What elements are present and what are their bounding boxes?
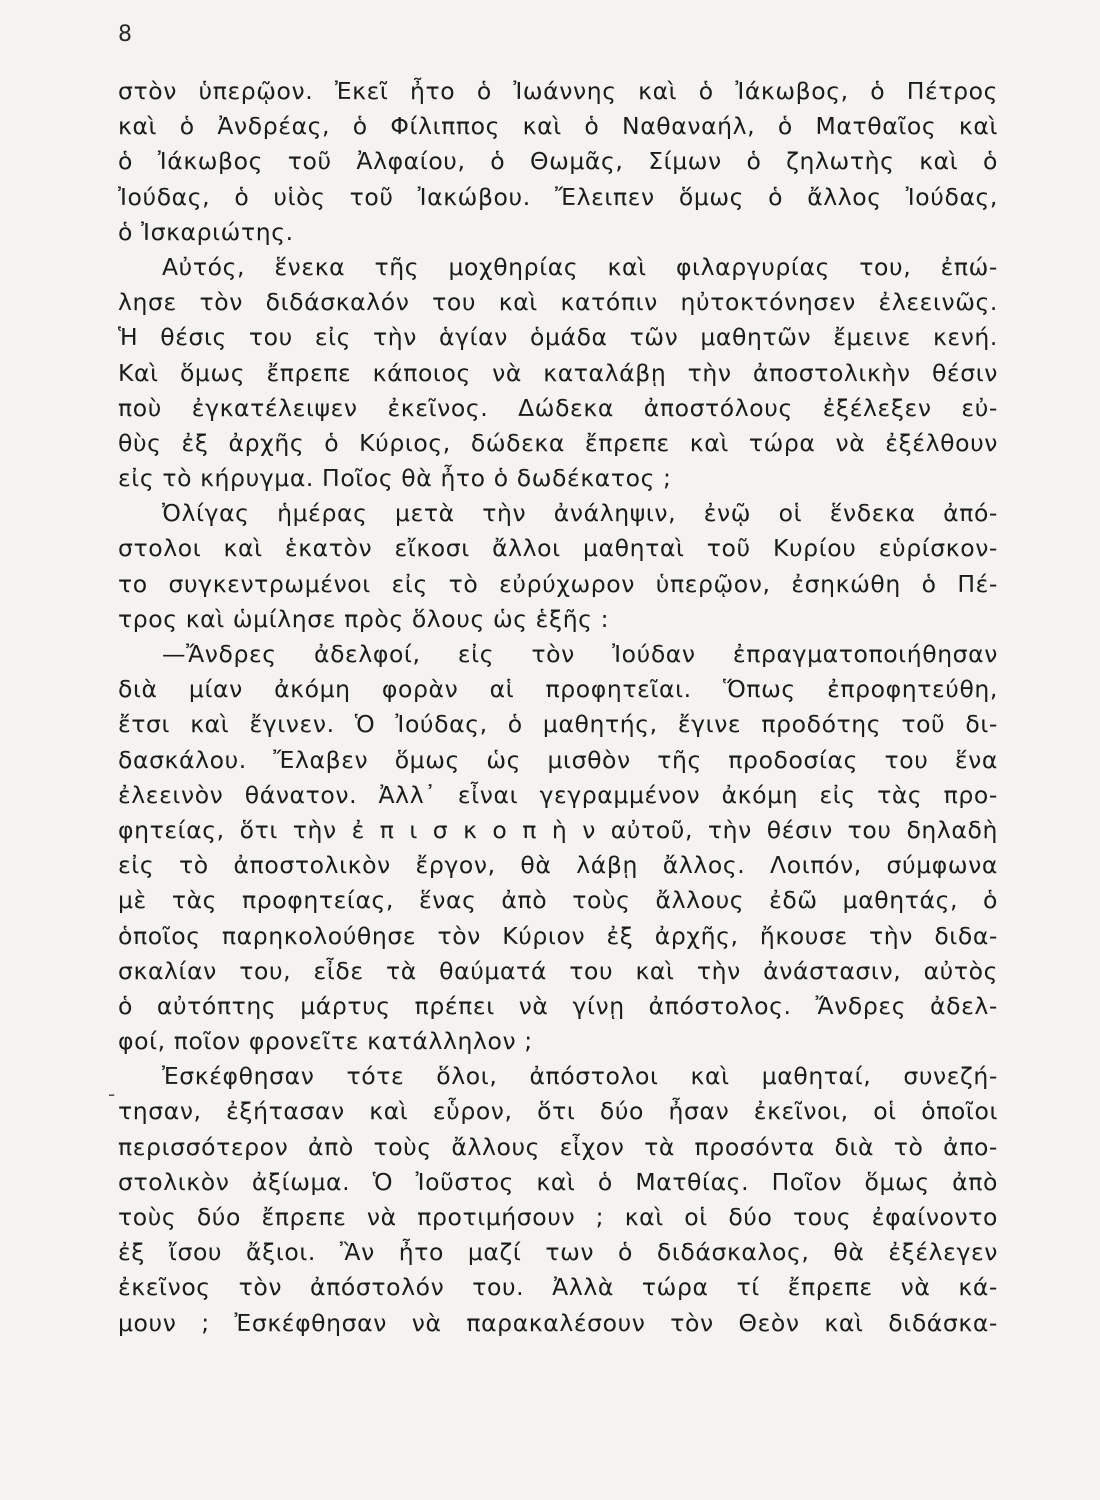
text-line: ὁ αὐτόπτης μάρτυς πρέπει νὰ γίνῃ ἀπόστολος. Ἄνδρες ἀδελ- (118, 991, 998, 1020)
margin-mark: - (108, 1082, 116, 1106)
text-line: τησαν, ἐξήτασαν καὶ εὗρον, ὅτι δύο ἦσαν ἐκεῖνοι, οἱ ὁποῖοι (118, 1097, 998, 1126)
text-line: Ἡ θέσις του εἰς τὴν ἁγίαν ὁμάδα τῶν μαθητῶν ἔμεινε κενή. (118, 323, 998, 352)
text-line: σκαλίαν του, εἶδε τὰ θαύματά του καὶ τὴν ἀνάστασιν, αὐτὸς (118, 956, 998, 985)
text-line: Ὀλίγας ἡμέρας μετὰ τὴν ἀνάληψιν, ἐνῷ οἱ ἕνδεκα ἀπό- (162, 499, 998, 528)
text-line: ἔτσι καὶ ἔγινεν. Ὁ Ἰούδας, ὁ μαθητής, ἔγινε προδότης τοῦ δι- (118, 710, 998, 739)
text-line: θὺς ἐξ ἀρχῆς ὁ Κύριος, δώδεκα ἔπρεπε καὶ τώρα νὰ ἐξέλθουν (118, 428, 998, 457)
text-line: ἐκεῖνος τὸν ἀπόστολόν του. Ἀλλὰ τώρα τί ἔπρεπε νὰ κά- (118, 1273, 998, 1302)
text-line: ἐλεεινὸν θάνατον. Ἀλλ᾽ εἶναι γεγραμμένον ἀκόμη εἰς τὰς προ- (118, 780, 998, 809)
text-line: μὲ τὰς προφητείας, ἕνας ἀπὸ τοὺς ἄλλους ἐδῶ μαθητάς, ὁ (118, 886, 998, 915)
text-line: ὁ Ἰάκωβος τοῦ Ἀλφαίου, ὁ Θωμᾶς, Σίμων ὁ ζηλωτὴς καὶ ὁ (118, 147, 998, 176)
text-line: Ἐσκέφθησαν τότε ὅλοι, ἀπόστολοι καὶ μαθηταί, συνεζή- (162, 1062, 998, 1091)
text-line: περισσότερον ἀπὸ τοὺς ἄλλους εἶχον τὰ προσόντα διὰ τὸ ἀπο- (118, 1132, 998, 1161)
text-line: διὰ μίαν ἀκόμη φορὰν αἱ προφητεῖαι. Ὅπως ἐπροφητεύθη, (118, 675, 998, 704)
text-line: στολικὸν ἀξίωμα. Ὁ Ἰοῦστος καὶ ὁ Ματθίας. Ποῖον ὅμως ἀπὸ (118, 1167, 998, 1196)
text-line: ἐξ ἴσου ἄξιοι. Ἂν ἦτο μαζί των ὁ διδάσκαλος, θὰ ἐξέλεγεν (118, 1238, 998, 1267)
text-line: καὶ ὁ Ἀνδρέας, ὁ Φίλιππος καὶ ὁ Ναθαναήλ, ὁ Ματθαῖος καὶ (118, 112, 998, 141)
text-line: εἰς τὸ ἀποστολικὸν ἔργον, θὰ λάβῃ ἄλλος. Λοιπόν, σύμφωνα (118, 851, 998, 880)
text-line: φητείας, ὅτι τὴν ἐ π ι σ κ ο π ὴ ν αὐτοῦ, τὴν θέσιν του δηλαδὴ (118, 815, 998, 844)
text-line: λησε τὸν διδάσκαλόν του καὶ κατόπιν ηὐτοκτόνησεν ἐλεεινῶς. (118, 288, 998, 317)
text-line: —Ἄνδρες ἀδελφοί, εἰς τὸν Ἰούδαν ἐπραγματοποιήθησαν (162, 640, 998, 668)
text-line: στὸν ὑπερῷον. Ἐκεῖ ἦτο ὁ Ἰωάννης καὶ ὁ Ἰάκωβος, ὁ Πέτρος (118, 77, 998, 105)
text-line: στολοι καὶ ἑκατὸν εἴκοσι ἄλλοι μαθηταὶ τοῦ Κυρίου εὑρίσκον- (118, 534, 998, 563)
text-line: τοὺς δύο ἔπρεπε νὰ προτιμήσουν ; καὶ οἱ δύο τους ἐφαίνοντο (118, 1203, 998, 1231)
body-text (118, 74, 998, 1341)
text-line: Καὶ ὅμως ἔπρεπε κάποιος νὰ καταλάβῃ τὴν ἀποστολικὴν θέσιν (118, 358, 998, 387)
text-line: ὁποῖος παρηκολούθησε τὸν Κύριον ἐξ ἀρχῆς, ἤκουσε τὴν διδα- (118, 921, 998, 950)
text-line: μουν ; Ἐσκέφθησαν νὰ παρακαλέσουν τὸν Θεὸν καὶ διδάσκα- (118, 1308, 998, 1337)
text-line: τρος καὶ ὡμίλησε πρὸς ὅλους ὡς ἑξῆς : (118, 604, 610, 633)
text-line: Αὐτός, ἕνεκα τῆς μοχθηρίας καὶ φιλαργυρίας του, ἐπώ- (162, 252, 998, 281)
text-line: δασκάλου. Ἔλαβεν ὅμως ὡς μισθὸν τῆς προδοσίας του ἕνα (118, 745, 998, 774)
page-number: 8 (118, 22, 132, 47)
text-line: ὁ Ἰσκαριώτης. (118, 217, 294, 246)
text-line: Ἰούδας, ὁ υἱὸς τοῦ Ἰακώβου. Ἔλειπεν ὅμως ὁ ἄλλος Ἰούδας, (118, 182, 998, 211)
text-line: φοί, ποῖον φρονεῖτε κατάλληλον ; (118, 1027, 533, 1056)
text-line: εἰς τὸ κήρυγμα. Ποῖος θὰ ἦτο ὁ δωδέκατος ; (118, 464, 672, 493)
text-line: το συγκεντρωμένοι εἰς τὸ εὐρύχωρον ὑπερῷον, ἐσηκώθη ὁ Πέ- (118, 569, 998, 598)
text-line: ποὺ ἐγκατέλειψεν ἐκεῖνος. Δώδεκα ἀποστόλους ἐξέλεξεν εὐ- (118, 393, 998, 422)
